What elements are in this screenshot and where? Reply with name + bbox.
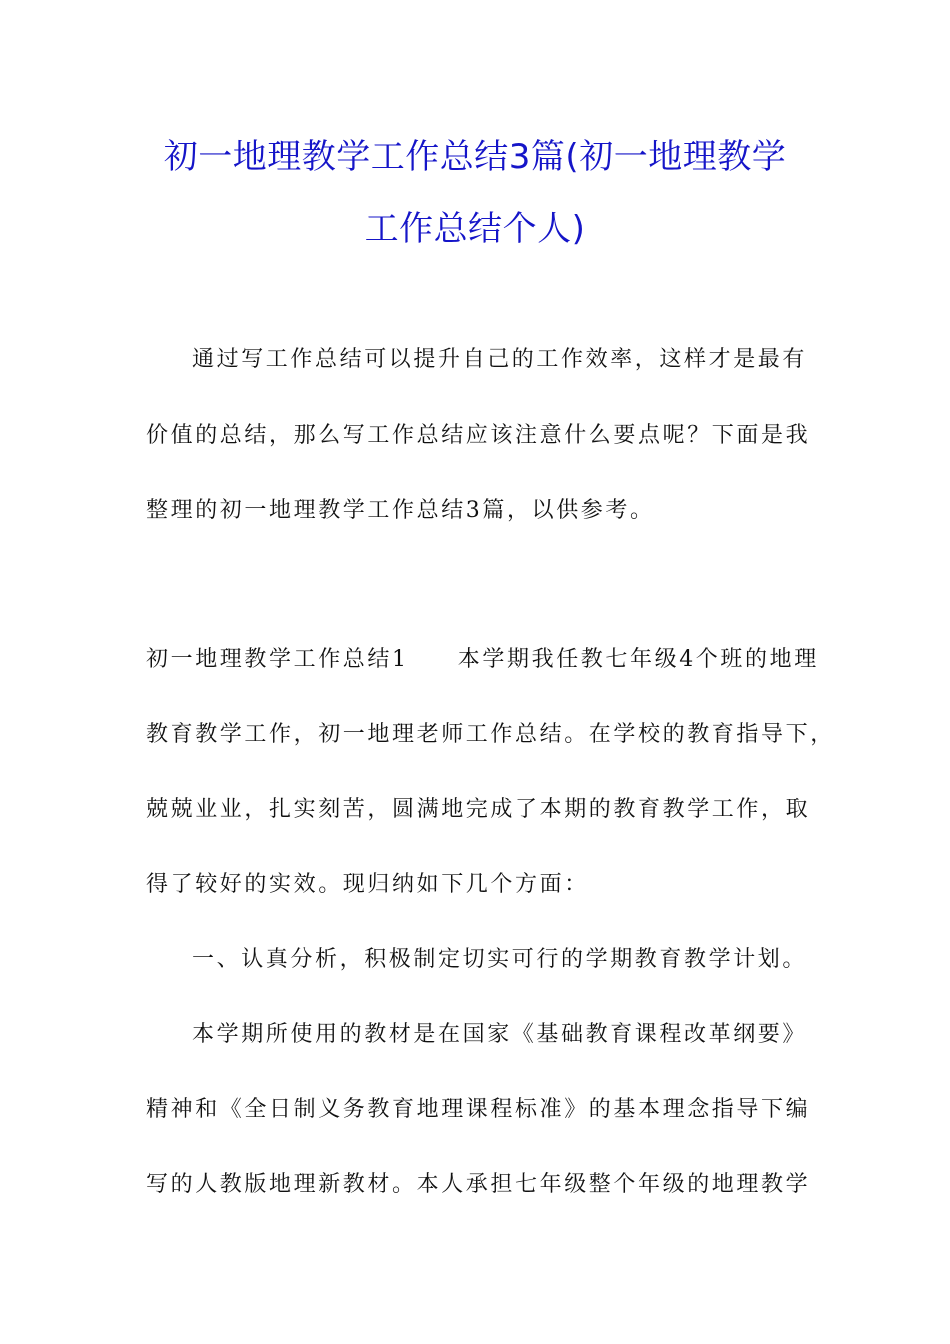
intro-line-3: 整理的初一地理教学工作总结3篇，以供参考。 xyxy=(146,498,655,523)
para2-line-1: 本学期所使用的教材是在国家《基础教育课程改革纲要》 xyxy=(192,1022,808,1047)
para2-line-2: 精神和《全日制义务教育地理课程标准》的基本理念指导下编 xyxy=(146,1097,811,1122)
section-heading-1: 一、认真分析，积极制定切实可行的学期教育教学计划。 xyxy=(192,947,808,972)
section1-line-4: 得了较好的实效。现归纳如下几个方面： xyxy=(146,872,589,897)
document-title-line-1: 初一地理教学工作总结3篇(初一地理教学 xyxy=(163,137,787,177)
intro-line-2: 价值的总结，那么写工作总结应该注意什么要点呢？下面是我 xyxy=(146,423,811,448)
intro-line-1: 通过写工作总结可以提升自己的工作效率，这样才是最有 xyxy=(192,347,808,372)
document-title-line-2: 工作总结个人) xyxy=(364,209,586,249)
para2-line-3: 写的人教版地理新教材。本人承担七年级整个年级的地理教学 xyxy=(146,1172,811,1197)
section1-line-2: 教育教学工作，初一地理老师工作总结。在学校的教育指导下， xyxy=(146,722,835,747)
section1-line-1: 初一地理教学工作总结1 本学期我任教七年级4个班的地理 xyxy=(146,647,819,672)
section1-line-3: 兢兢业业，扎实刻苦，圆满地完成了本期的教育教学工作，取 xyxy=(146,797,811,822)
